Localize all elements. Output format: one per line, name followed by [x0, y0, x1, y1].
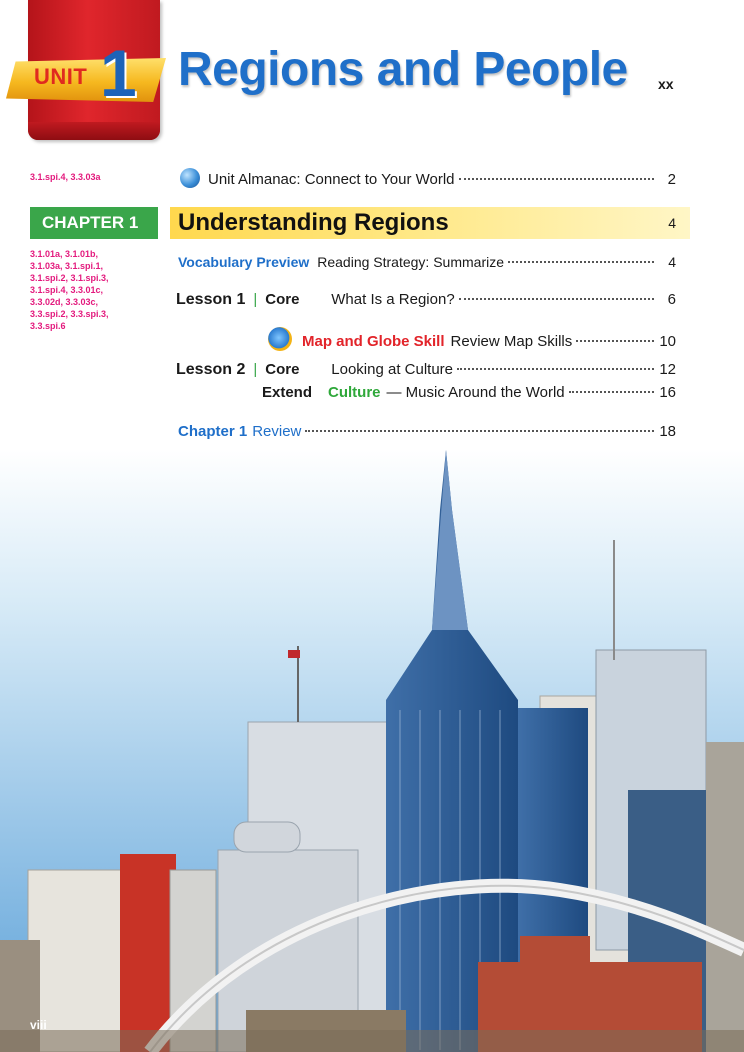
toc-row-vocabulary[interactable] [178, 254, 676, 270]
skill-page: 10 [659, 333, 676, 350]
almanac-label: Unit Almanac: Connect to Your World [208, 171, 455, 188]
lesson2-extend-type: Extend [262, 384, 313, 401]
skill-label: Map and Globe Skill [302, 333, 445, 350]
lesson1-title: What Is a Region? [331, 291, 455, 308]
extend-label: Culture [328, 384, 381, 401]
lesson1-type: Core [265, 291, 300, 308]
title-page-number: xx [658, 76, 674, 92]
chapter-page: 4 [668, 215, 676, 231]
standards-line: 3.1.01a, 3.1.01b, [30, 249, 99, 259]
extend-text: — Music Around the World [386, 384, 565, 401]
standards-line: 3.3.02d, 3.3.03c, [30, 297, 99, 307]
toc-row-lesson1[interactable] [176, 291, 676, 309]
dot-leader [459, 298, 654, 300]
review-label-a: Chapter 1 [178, 423, 248, 440]
lesson1-label: Lesson 1 [176, 291, 246, 308]
standards-line: 3.3.spi.2, 3.3.spi.3, [30, 309, 109, 319]
toc-row-map-skill[interactable] [268, 322, 676, 350]
lesson2-core-type: Core [265, 361, 300, 378]
dot-leader [508, 261, 654, 263]
unit-number: 1 [100, 36, 137, 110]
lesson1-page: 6 [667, 291, 676, 308]
almanac-standards: 3.1.spi.4, 3.3.03a [30, 172, 101, 182]
divider: | [253, 361, 258, 378]
chapter-standards [30, 248, 109, 332]
chapter-title: Understanding Regions [178, 209, 449, 236]
dot-leader [569, 391, 654, 393]
extend-page: 16 [659, 384, 676, 401]
page-title: Regions and People [178, 43, 628, 96]
dot-leader [459, 178, 654, 180]
standards-line: 3.1.03a, 3.1.spi.1, [30, 261, 104, 271]
dot-leader [305, 430, 654, 432]
toc-row-review[interactable] [178, 423, 676, 440]
globe-icon [180, 168, 200, 188]
toc-row-lesson2-core[interactable] [176, 361, 676, 379]
map-globe-skill-icon [268, 327, 292, 351]
lesson2-label: Lesson 2 [176, 361, 246, 378]
almanac-page: 2 [667, 171, 676, 188]
toc-row-almanac[interactable] [180, 164, 676, 188]
vocab-page: 4 [668, 254, 676, 270]
chapter-label: CHAPTER 1 [30, 207, 158, 239]
standards-line: 3.1.spi.2, 3.1.spi.3, [30, 273, 109, 283]
skill-text: Review Map Skills [450, 333, 573, 350]
toc-row-lesson2-extend[interactable] [262, 384, 676, 401]
lesson2-core-title: Looking at Culture [331, 361, 454, 378]
divider: | [253, 291, 258, 308]
dot-leader [576, 340, 654, 342]
dot-leader [457, 368, 654, 370]
vocab-text: Reading Strategy: Summarize [317, 254, 505, 270]
chapter-bar[interactable] [170, 207, 690, 239]
standards-line: 3.1.spi.4, 3.3.01c, [30, 285, 104, 295]
standards-line: 3.3.spi.6 [30, 321, 66, 331]
review-label-b: Review [252, 423, 302, 440]
unit-label: UNIT [34, 64, 88, 89]
page-number: viii [30, 1018, 47, 1032]
review-page: 18 [659, 423, 676, 440]
city-skyline-photo [0, 450, 744, 1052]
vocab-label: Vocabulary Preview [178, 254, 310, 270]
lesson2-core-page: 12 [659, 361, 676, 378]
